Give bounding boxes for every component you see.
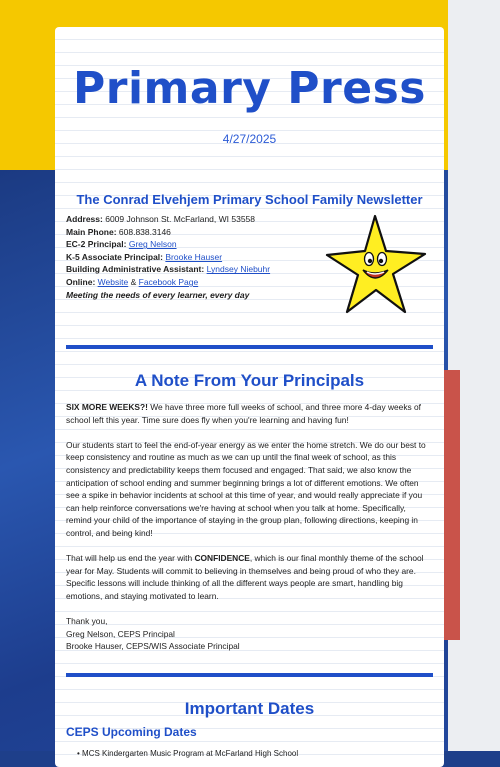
phone-value: 608.838.3146 bbox=[118, 226, 171, 237]
note-signoff: Thank you, bbox=[66, 616, 108, 627]
ec2-principal-label: EC-2 Principal: bbox=[66, 239, 127, 250]
ampersand: & bbox=[130, 276, 137, 287]
phone-label: Main Phone: bbox=[66, 226, 117, 237]
note-paragraph-1-lead: SIX MORE WEEKS?! bbox=[66, 402, 148, 412]
note-paragraph-1-text: We have three more full weeks of school, and three more 4-day weeks of school left this year. Time sure does fly when you're learning and having fun! bbox=[66, 402, 422, 425]
k5-principal-link[interactable]: Brooke Hauser bbox=[165, 251, 223, 262]
ec2-principal-link[interactable]: Greg Nelson bbox=[128, 239, 177, 250]
smiling-star-icon bbox=[325, 212, 435, 322]
principals-note-heading: A Note From Your Principals bbox=[134, 371, 365, 390]
background-red-stripe bbox=[444, 370, 460, 640]
admin-assistant-line bbox=[66, 263, 326, 276]
online-line bbox=[66, 276, 326, 289]
phone-line bbox=[66, 226, 326, 239]
ec2-principal-line bbox=[66, 238, 326, 251]
section-divider bbox=[66, 345, 433, 349]
note-paragraph-1 bbox=[66, 401, 431, 426]
online-label: Online: bbox=[66, 276, 96, 287]
address-label: Address: bbox=[66, 214, 103, 224]
admin-assistant-label: Building Administrative Assistant: bbox=[66, 264, 205, 275]
contact-info bbox=[66, 213, 326, 301]
note-paragraph-3-end: , which is our final monthly theme of the school year for May. Students will commit to believing in themselves and being proud of who they are. Specific lessons will include thinking of all the different ways people are smart, handling big emotions, and staying motivated to learn. bbox=[66, 553, 424, 601]
newsletter-title: Primary Press bbox=[73, 63, 426, 114]
ceps-upcoming-dates-heading: CEPS Upcoming Dates bbox=[66, 725, 197, 739]
note-confidence-word: CONFIDENCE bbox=[194, 553, 250, 564]
school-newsletter-heading: The Conrad Elvehjem Primary School Family Newsletter bbox=[76, 192, 423, 207]
important-dates-heading: Important Dates bbox=[184, 699, 315, 718]
k5-principal-label: K-5 Associate Principal: bbox=[66, 251, 163, 262]
address-value: 6009 Johnson St. McFarland, WI 53558 bbox=[105, 214, 255, 224]
note-paragraph-2: Our students start to feel the end-of-year energy as we enter the home stretch. We do our best to keep consistency and routine as much as we can up until the final week of school, as this consistency and predictability keeps them focused and engaged. That said, we also know the anticipation of school ending and summer beginning brings a lot of different emotions. We often see a spike in behavior incidents at school at this time of year, and would really appreciate if you can help reinforce conversations we're having at school when you talk at home. Specifically, remind your child of the importance of staying in the group plan, following directions, keeping in control, and being kind! bbox=[66, 439, 426, 538]
newsletter-card bbox=[55, 27, 444, 767]
note-signature-2: Brooke Hauser, CEPS/WIS Associate Principal bbox=[66, 641, 240, 652]
newsletter-date: 4/27/2025 bbox=[222, 132, 277, 146]
website-link[interactable]: Website bbox=[97, 276, 129, 287]
principals-note-body bbox=[66, 401, 431, 653]
facebook-link[interactable]: Facebook Page bbox=[138, 276, 199, 287]
section-divider-2 bbox=[66, 673, 433, 677]
address-line bbox=[66, 213, 326, 226]
masthead bbox=[55, 63, 444, 146]
note-paragraph-3-start: That will help us end the year with bbox=[66, 553, 195, 564]
note-paragraph-3 bbox=[66, 552, 431, 602]
upcoming-date-item-text: MCS Kindergarten Music Program at McFarland High School bbox=[82, 749, 299, 758]
note-signature-1: Greg Nelson, CEPS Principal bbox=[66, 628, 175, 639]
k5-principal-line bbox=[66, 251, 326, 264]
upcoming-date-item: • MCS Kindergarten Music Program at McFarland High School bbox=[77, 749, 299, 758]
admin-assistant-link[interactable]: Lyndsey Niebuhr bbox=[206, 264, 271, 275]
school-motto: Meeting the needs of every learner, every day bbox=[66, 289, 250, 300]
